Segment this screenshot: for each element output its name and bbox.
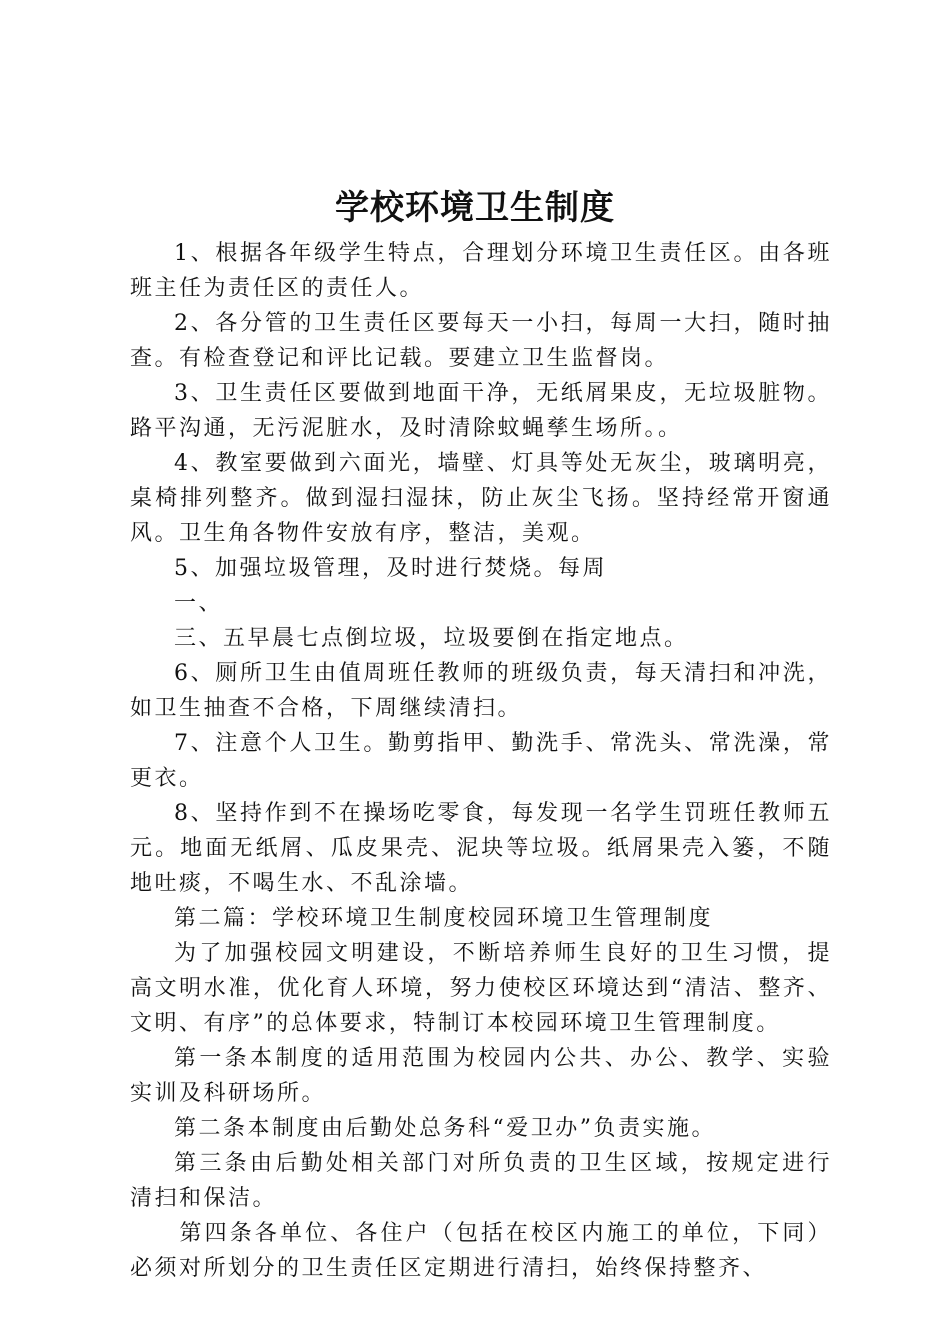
paragraph: 第四条各单位、各住户（包括在校区内施工的单位，下同）必须对所划分的卫生责任区定期进行清扫，始终保持整齐、 — [130, 1221, 832, 1281]
paragraph: 第一条本制度的适用范围为校园内公共、办公、教学、实验实训及科研场所。 — [130, 1046, 832, 1106]
paragraph: 1、根据各年级学生特点，合理划分环境卫生责任区。由各班班主任为责任区的责任人。 — [130, 241, 832, 301]
paragraph: 5、加强垃圾管理，及时进行焚烧。每周 — [174, 556, 607, 581]
paragraph: 8、坚持作到不在操场吃零食，每发现一名学生罚班任教师五元。地面无纸屑、瓜皮果壳、泥块等垃圾。纸屑果壳入篓，不随地吐痰，不喝生水、不乱涂墙。 — [130, 801, 832, 896]
paragraph: 三、五早晨七点倒垃圾，垃圾要倒在指定地点。 — [174, 626, 689, 651]
paragraph: 为了加强校园文明建设，不断培养师生良好的卫生习惯，提高文明水准，优化育人环境，努力使校区环境达到“清洁、整齐、文明、有序”的总体要求，特制订本校园环境卫生管理制度。 — [130, 941, 832, 1036]
document-body — [130, 236, 832, 1286]
paragraph: 第三条由后勤处相关部门对所负责的卫生区域，按规定进行清扫和保洁。 — [130, 1151, 832, 1211]
paragraph: 一、 — [174, 591, 224, 616]
paragraph: 第二条本制度由后勤处总务科“爱卫办”负责实施。 — [174, 1116, 716, 1141]
section-heading: 第二篇：学校环境卫生制度校园环境卫生管理制度 — [174, 906, 714, 931]
paragraph: 6、厕所卫生由值周班任教师的班级负责，每天清扫和冲洗，如卫生抽查不合格，下周继续清扫。 — [130, 661, 832, 721]
paragraph: 4、教室要做到六面光，墙壁、灯具等处无灰尘，玻璃明亮，桌椅排列整齐。做到湿扫湿抹，防止灰尘飞扬。坚持经常开窗通风。卫生角各物件安放有序，整洁，美观。 — [130, 451, 832, 546]
paragraph: 2、各分管的卫生责任区要每天一小扫，每周一大扫，随时抽查。有检查登记和评比记载。要建立卫生监督岗。 — [130, 311, 832, 371]
paragraph: 7、注意个人卫生。勤剪指甲、勤洗手、常洗头、常洗澡，常更衣。 — [130, 731, 832, 791]
document-title: 学校环境卫生制度 — [335, 188, 615, 228]
paragraph: 3、卫生责任区要做到地面干净，无纸屑果皮，无垃圾脏物。路平沟通，无污泥脏水，及时清除蚊蝇孳生场所。。 — [130, 381, 832, 441]
